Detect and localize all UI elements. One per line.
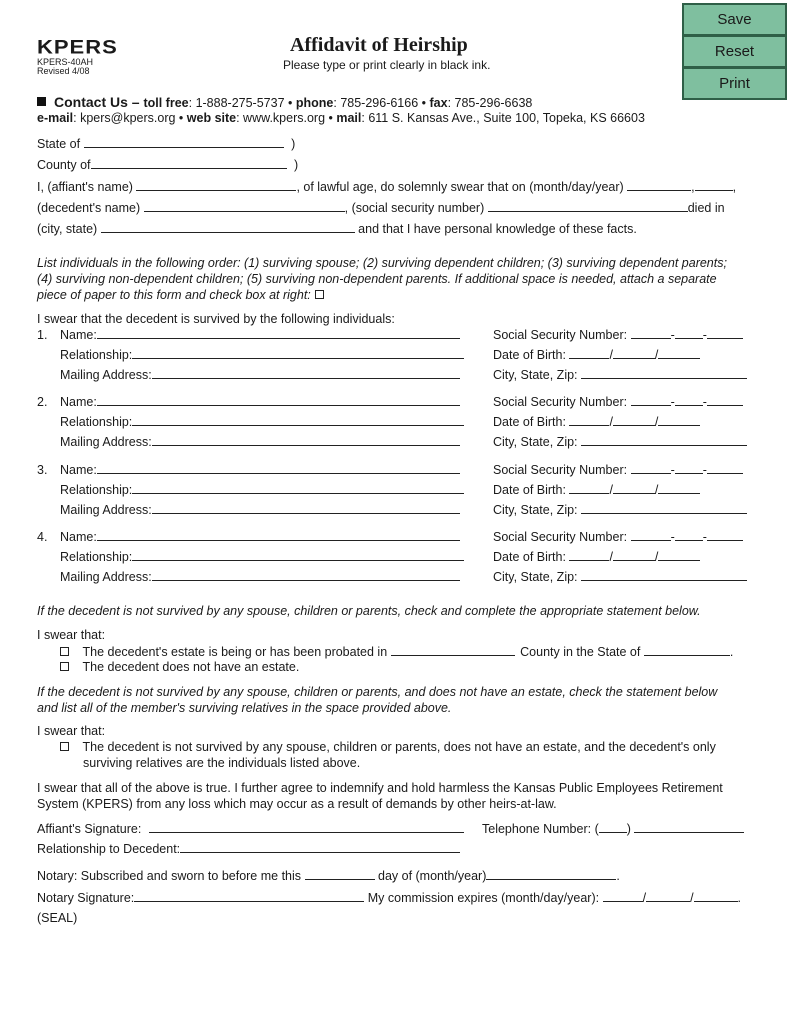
save-button[interactable]: Save [682, 3, 787, 36]
commission-day-field[interactable] [646, 890, 690, 902]
individual-3-ssn-part2[interactable] [675, 462, 703, 474]
individual-number: 1. [37, 328, 48, 342]
individual-2-dob-year[interactable] [658, 414, 700, 426]
notary-row-1: Notary: Subscribed and sworn to before me this day of (month/year) . [37, 869, 620, 883]
individual-3-mailing-field[interactable] [152, 502, 460, 514]
email-value: : kpers@kpers.org • [73, 111, 184, 125]
form-code: KPERS-40AH [37, 57, 94, 67]
oath-day-field[interactable] [695, 179, 733, 191]
section2-option2 [56, 660, 299, 674]
section3-instruction-line: and list all of the member's surviving relatives in the space provided above. [37, 701, 452, 715]
individual-2-ssn-row: Social Security Number: - - [493, 394, 743, 409]
state-label: State of [37, 137, 81, 151]
mailing-label: Mailing Address: [60, 435, 152, 449]
section3-instruction-line: If the decedent is not survived by any spouse, children or parents, and does not have an estate, check the statement below [37, 685, 718, 699]
instruction-line: (4) surviving non-dependent children; (5) surviving non-dependent parents. If additional space is needed, attach a separate [37, 272, 717, 286]
individual-4-name-field[interactable] [97, 529, 460, 541]
lawful-age-text: , of lawful age, do solemnly swear that on (month/day/year) [296, 180, 624, 194]
individual-1-relationship-row [37, 347, 464, 362]
name-label: Name: [60, 530, 97, 544]
contact-line [37, 94, 532, 110]
survived-intro: I swear that the decedent is survived by the following individuals: [37, 312, 395, 326]
individual-3-name-field[interactable] [97, 462, 460, 474]
individual-2-dob-row: Date of Birth: / / [493, 414, 700, 429]
individual-2-mailing-field[interactable] [152, 434, 460, 446]
paren: ) [626, 822, 631, 836]
individual-1-name-field[interactable] [97, 327, 460, 339]
individual-3-city-row [493, 502, 747, 517]
instruction-line: piece of paper to this form and check box at right: [37, 288, 311, 302]
individual-1-ssn-part3[interactable] [707, 327, 743, 339]
relationship-label: Relationship: [60, 550, 133, 564]
individual-3-ssn-part1[interactable] [631, 462, 671, 474]
individual-1-dob-day[interactable] [613, 347, 655, 359]
individual-4-city-row [493, 569, 747, 584]
telephone-row [482, 821, 744, 836]
notary-signature-field[interactable] [134, 890, 364, 902]
additional-page-checkbox[interactable] [315, 290, 324, 299]
city-label: City, State, Zip: [493, 435, 578, 449]
affiant-signature-label: Affiant's Signature: [37, 822, 142, 836]
decedent-ssn-field[interactable] [488, 200, 688, 212]
death-city-state-field[interactable] [101, 221, 355, 233]
list-instructions [37, 255, 727, 303]
decedent-label: (decedent's name) [37, 201, 141, 215]
individual-3-name-row [37, 462, 460, 477]
individual-3-dob-year[interactable] [658, 482, 700, 494]
city-state-label: (city, state) [37, 222, 98, 236]
individual-1-ssn-part1[interactable] [631, 327, 671, 339]
probate-state-field[interactable] [644, 644, 730, 656]
bullet-square-icon [37, 97, 46, 106]
individual-2-dob-day[interactable] [613, 414, 655, 426]
ssn-label: Social Security Number: [493, 463, 628, 477]
relationship-label: Relationship to Decedent: [37, 842, 181, 856]
dob-label: Date of Birth: [493, 483, 566, 497]
seal-label: (SEAL) [37, 911, 78, 925]
individual-4-dob-row: Date of Birth: / / [493, 549, 700, 564]
individual-number: 3. [37, 463, 48, 477]
individual-1-dob-row: Date of Birth: / / [493, 347, 700, 362]
toll-free-label: toll free [143, 96, 189, 110]
individual-2-city-row [493, 434, 747, 449]
individual-number: 4. [37, 530, 48, 544]
indemnify-line: I swear that all of the above is true. I further agree to indemnify and hold harmless the Kansas Public Employees Retirement [37, 781, 723, 795]
individual-3-city-field[interactable] [581, 502, 747, 514]
individual-4-ssn-part1[interactable] [631, 529, 671, 541]
individual-1-ssn-row: Social Security Number: - - [493, 327, 743, 342]
individual-4-mailing-row [37, 569, 460, 584]
reset-button[interactable]: Reset [682, 35, 787, 68]
ssn-label: Social Security Number: [493, 395, 628, 409]
affiant-signature-field[interactable] [149, 821, 464, 833]
web-value: : www.kpers.org • [236, 111, 333, 125]
individual-3-relationship-row [37, 482, 464, 497]
indemnify-line: System (KPERS) from any loss which may occur as a result of demands by other heirs-at-law. [37, 797, 557, 811]
revised-date: Revised 4/08 [37, 66, 90, 76]
mailing-label: Mailing Address: [60, 368, 152, 382]
relationship-label: Relationship: [60, 415, 133, 429]
individual-1-mailing-row [37, 367, 460, 382]
probate-state-label: County in the State of [520, 645, 641, 659]
section2-swear: I swear that: [37, 628, 106, 642]
paren: ) [291, 137, 296, 151]
mailing-label: Mailing Address: [60, 570, 152, 584]
oath-month-field[interactable] [627, 179, 691, 191]
individual-4-dob-day[interactable] [613, 549, 655, 561]
fax-label: fax [429, 96, 448, 110]
decedent-row [37, 200, 725, 215]
individual-1-name-row [37, 327, 460, 342]
notary-signature-label: Notary Signature: [37, 891, 135, 905]
area-code-field[interactable] [599, 821, 627, 833]
probate-county-field[interactable] [391, 644, 515, 656]
individual-4-relationship-row [37, 549, 464, 564]
city-state-row [37, 221, 637, 236]
decedent-name-field[interactable] [144, 200, 345, 212]
no-survivors-checkbox[interactable] [60, 742, 69, 751]
individual-4-dob-month[interactable] [569, 549, 609, 561]
county-row [37, 157, 298, 172]
name-label: Name: [60, 395, 97, 409]
individual-1-dob-year[interactable] [658, 347, 700, 359]
individual-2-name-field[interactable] [97, 394, 460, 406]
mailing-label: Mailing Address: [60, 503, 152, 517]
ssn-label: Social Security Number: [493, 530, 628, 544]
probated-text: The decedent's estate is being or has been probated in [82, 645, 388, 659]
individual-2-ssn-part2[interactable] [675, 394, 703, 406]
phone-label: phone [295, 96, 334, 110]
knowledge-text: and that I have personal knowledge of these facts. [358, 222, 637, 236]
died-in-label: died in [687, 201, 725, 215]
web-label: web site [186, 111, 237, 125]
city-label: City, State, Zip: [493, 570, 578, 584]
notary-day-field[interactable] [305, 868, 375, 880]
section2-option1: The decedent's estate is being or has been probated in County in the State of . [56, 644, 733, 659]
ssn-label: Social Security Number: [493, 328, 628, 342]
notary-month-year-field[interactable] [486, 868, 616, 880]
commission-year-field[interactable] [694, 890, 738, 902]
individual-3-mailing-row [37, 502, 460, 517]
contact-line-2 [37, 111, 645, 125]
form-actions [682, 3, 787, 100]
individual-3-ssn-part3[interactable] [707, 462, 743, 474]
individual-2-ssn-part1[interactable] [631, 394, 671, 406]
individual-3-ssn-row: Social Security Number: - - [493, 462, 743, 477]
signature-row [37, 821, 464, 836]
individual-1-mailing-field[interactable] [152, 367, 460, 379]
individual-4-dob-year[interactable] [658, 549, 700, 561]
individual-3-dob-month[interactable] [569, 482, 609, 494]
section3-swear: I swear that: [37, 724, 106, 738]
county-label: County of [37, 158, 91, 172]
section2-instruction: If the decedent is not survived by any spouse, children or parents, check and complete the appropriate statement below. [37, 604, 701, 618]
individual-3-dob-row: Date of Birth: / / [493, 482, 700, 497]
individual-4-city-field[interactable] [581, 569, 747, 581]
individual-1-city-field[interactable] [581, 367, 747, 379]
name-label: Name: [60, 328, 97, 342]
individual-1-ssn-part2[interactable] [675, 327, 703, 339]
individual-2-city-field[interactable] [581, 434, 747, 446]
individual-2-dob-month[interactable] [569, 414, 609, 426]
dob-label: Date of Birth: [493, 550, 566, 564]
notary-month-year-label: day of (month/year) [378, 869, 487, 883]
phone-number: : 785-296-6166 • [333, 96, 427, 110]
individual-4-ssn-part2[interactable] [675, 529, 703, 541]
individual-4-relationship-field[interactable] [132, 549, 464, 561]
relationship-label: Relationship: [60, 348, 133, 362]
city-label: City, State, Zip: [493, 368, 578, 382]
page-title: Affidavit of Heirship [290, 34, 468, 56]
city-label: City, State, Zip: [493, 503, 578, 517]
individual-1-dob-month[interactable] [569, 347, 609, 359]
name-label: Name: [60, 463, 97, 477]
print-button[interactable]: Print [682, 67, 787, 100]
individual-4-name-row [37, 529, 460, 544]
individual-1-relationship-field[interactable] [132, 347, 464, 359]
individual-3-dob-day[interactable] [613, 482, 655, 494]
county-field[interactable] [91, 157, 287, 169]
individual-3-relationship-field[interactable] [132, 482, 464, 494]
no-estate-checkbox[interactable] [60, 662, 69, 671]
section3-instruction [37, 684, 717, 716]
individual-2-relationship-field[interactable] [132, 414, 464, 426]
relationship-row [37, 841, 460, 856]
relationship-field[interactable] [180, 841, 460, 853]
state-field[interactable] [84, 136, 284, 148]
affiant-name-label: I, (affiant's name) [37, 180, 133, 194]
kpers-logo: KPERS [37, 35, 118, 58]
mail-value: : 611 S. Kansas Ave., Suite 100, Topeka, KS 66603 [361, 111, 645, 125]
instruction-line: List individuals in the following order: (1) surviving spouse; (2) surviving dependent children; (3) surviving dependent parents; [37, 256, 727, 270]
no-estate-text: The decedent does not have an estate. [82, 660, 300, 674]
individual-2-relationship-row [37, 414, 464, 429]
affiant-name-field[interactable] [136, 179, 296, 191]
dob-label: Date of Birth: [493, 348, 566, 362]
telephone-field[interactable] [634, 821, 744, 833]
section3-option-cont: surviving relatives are the individuals listed above. [83, 756, 361, 770]
commission-label: My commission expires (month/day/year): [367, 891, 600, 905]
relationship-label: Relationship: [60, 483, 133, 497]
individual-1-city-row [493, 367, 747, 382]
state-row [37, 136, 295, 151]
notary-row-2: Notary Signature: My commission expires (month/day/year): / / . [37, 891, 742, 905]
dob-label: Date of Birth: [493, 415, 566, 429]
individual-2-mailing-row [37, 434, 460, 449]
no-survivors-text: The decedent is not survived by any spouse, children or parents, does not have an estate, and the decedent's only [82, 740, 716, 754]
email-label: e-mail [37, 111, 74, 125]
individual-number: 2. [37, 395, 48, 409]
mail-label: mail [336, 111, 362, 125]
probated-checkbox[interactable] [60, 647, 69, 656]
page-subtitle: Please type or print clearly in black ink. [283, 58, 491, 72]
individual-4-ssn-row: Social Security Number: - - [493, 529, 743, 544]
contact-heading: Contact Us – [54, 94, 140, 110]
individual-4-ssn-part3[interactable] [707, 529, 743, 541]
indemnify-statement [37, 780, 723, 812]
decedent-ssn-label: , (social security number) [344, 201, 485, 215]
individual-2-ssn-part3[interactable] [707, 394, 743, 406]
affiant-row: I, (affiant's name) , of lawful age, do solemnly swear that on (month/day/year) , , [37, 180, 737, 194]
individual-4-mailing-field[interactable] [152, 569, 460, 581]
notary-sworn-label: Notary: Subscribed and sworn to before me this [37, 869, 302, 883]
paren: ) [294, 158, 299, 172]
toll-free-number: : 1-888-275-5737 • [188, 96, 293, 110]
section3-option [56, 740, 716, 754]
telephone-label: Telephone Number: ( [482, 822, 599, 836]
fax-number: : 785-296-6638 [447, 96, 533, 110]
commission-month-field[interactable] [603, 890, 643, 902]
individual-2-name-row [37, 394, 460, 409]
